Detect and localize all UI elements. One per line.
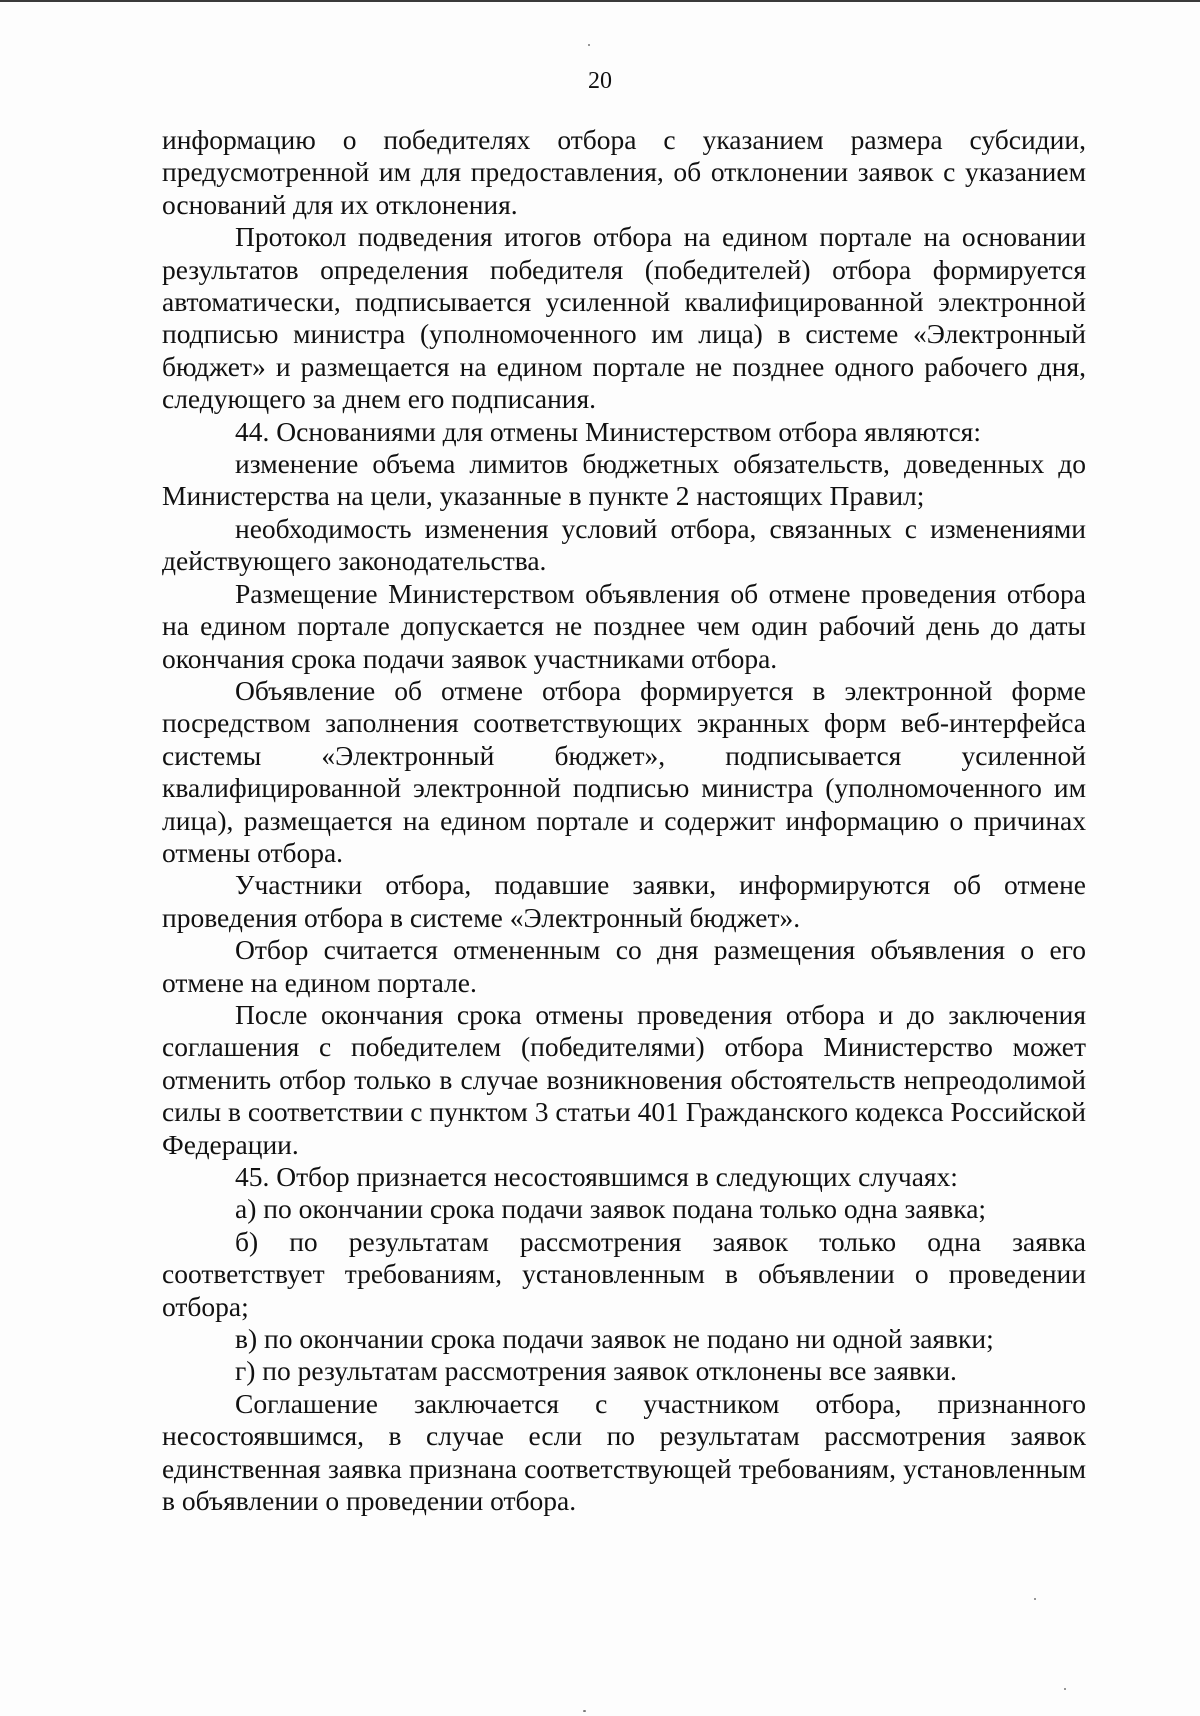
document-body (162, 124, 1086, 1517)
list-item-v: в) по окончании срока подачи заявок не подано ни одной заявки; (235, 1323, 994, 1355)
paragraph-cancelled-date: Отбор считается отмененным со дня размещения объявления о его отмене на едином портале. (162, 934, 1086, 998)
scan-speck (588, 44, 590, 46)
scan-speck (1034, 1598, 1036, 1600)
paragraph-item-44: 44. Основаниями для отмены Министерством отбора являются: (235, 415, 981, 447)
paragraph-item-45: 45. Отбор признается несостоявшимся в следующих случаях: (235, 1161, 958, 1192)
scan-speck (583, 1710, 586, 1712)
paragraph-cancellation-posting: Размещение Министерством объявления об отмене проведения отбора на едином портале допускается не позднее чем один рабочий день до даты окончания срока подачи заявок участниками отбора. (162, 577, 1086, 674)
paragraph-protocol: Протокол подведения итогов отбора на едином портале на основании результатов определения победителя (победителей) отбора формируется автоматически, подписывается усиленной квалифицированной электронной подписью министра (уполномоченного им лица) в системе «Электронный бюджет» и размещается на едином портале не позднее одного рабочего дня, следующего за днем его подписания. (162, 221, 1086, 415)
paragraph-force-majeure: После окончания срока отмены проведения отбора и до заключения соглашения с победителем (победителями) отбора Министерство может отменить отбор только в случае возникновения обстоятельств непреодолимой силы в соответствии с пунктом 3 статьи 401 Гражданского кодекса Российской Федерации. (162, 998, 1086, 1160)
list-item-g: г) по результатам рассмотрения заявок отклонены все заявки. (235, 1355, 957, 1387)
paragraph-cancellation-notice: Объявление об отмене отбора формируется в электронной форме посредством заполнения соответствующих экранных форм веб-интерфейса системы «Электронный бюджет», подписывается усиленной квалифицированной электронной подписью министра (уполномоченного им лица), размещается на едином портале и содержит информацию о причинах отмены отбора. (162, 674, 1086, 868)
paragraph-limits-change: изменение объема лимитов бюджетных обязательств, доведенных до Министерства на цели, указанные в пункте 2 настоящих Правил; (162, 448, 1086, 512)
scan-top-edge (0, 0, 1200, 2)
paragraph-winners-info: информацию о победителях отбора с указанием размера субсидии, предусмотренной им для предоставления, об отклонении заявок с указанием оснований для их отклонения. (162, 124, 1086, 220)
paragraph-conditions-change: необходимость изменения условий отбора, связанных с изменениями действующего законодательства. (162, 512, 1086, 577)
paragraph-participants-informed: Участники отбора, подавшие заявки, информируются об отмене проведения отбора в системе «Электронный бюджет». (162, 869, 1086, 933)
list-item-b: б) по результатам рассмотрения заявок только одна заявка соответствует требованиям, установленным в объявлении о проведении отбора; (162, 1225, 1086, 1322)
scan-speck (1064, 1688, 1066, 1690)
page-number: 20 (588, 68, 612, 94)
list-item-a: а) по окончании срока подачи заявок подана только одна заявка; (235, 1193, 987, 1225)
paragraph-agreement: Соглашение заключается с участником отбора, признанного несостоявшимся, в случае если по результатам рассмотрения заявок единственная заявка признана соответствующей требованиям, установленным в объявлении о проведении отбора. (162, 1387, 1086, 1517)
